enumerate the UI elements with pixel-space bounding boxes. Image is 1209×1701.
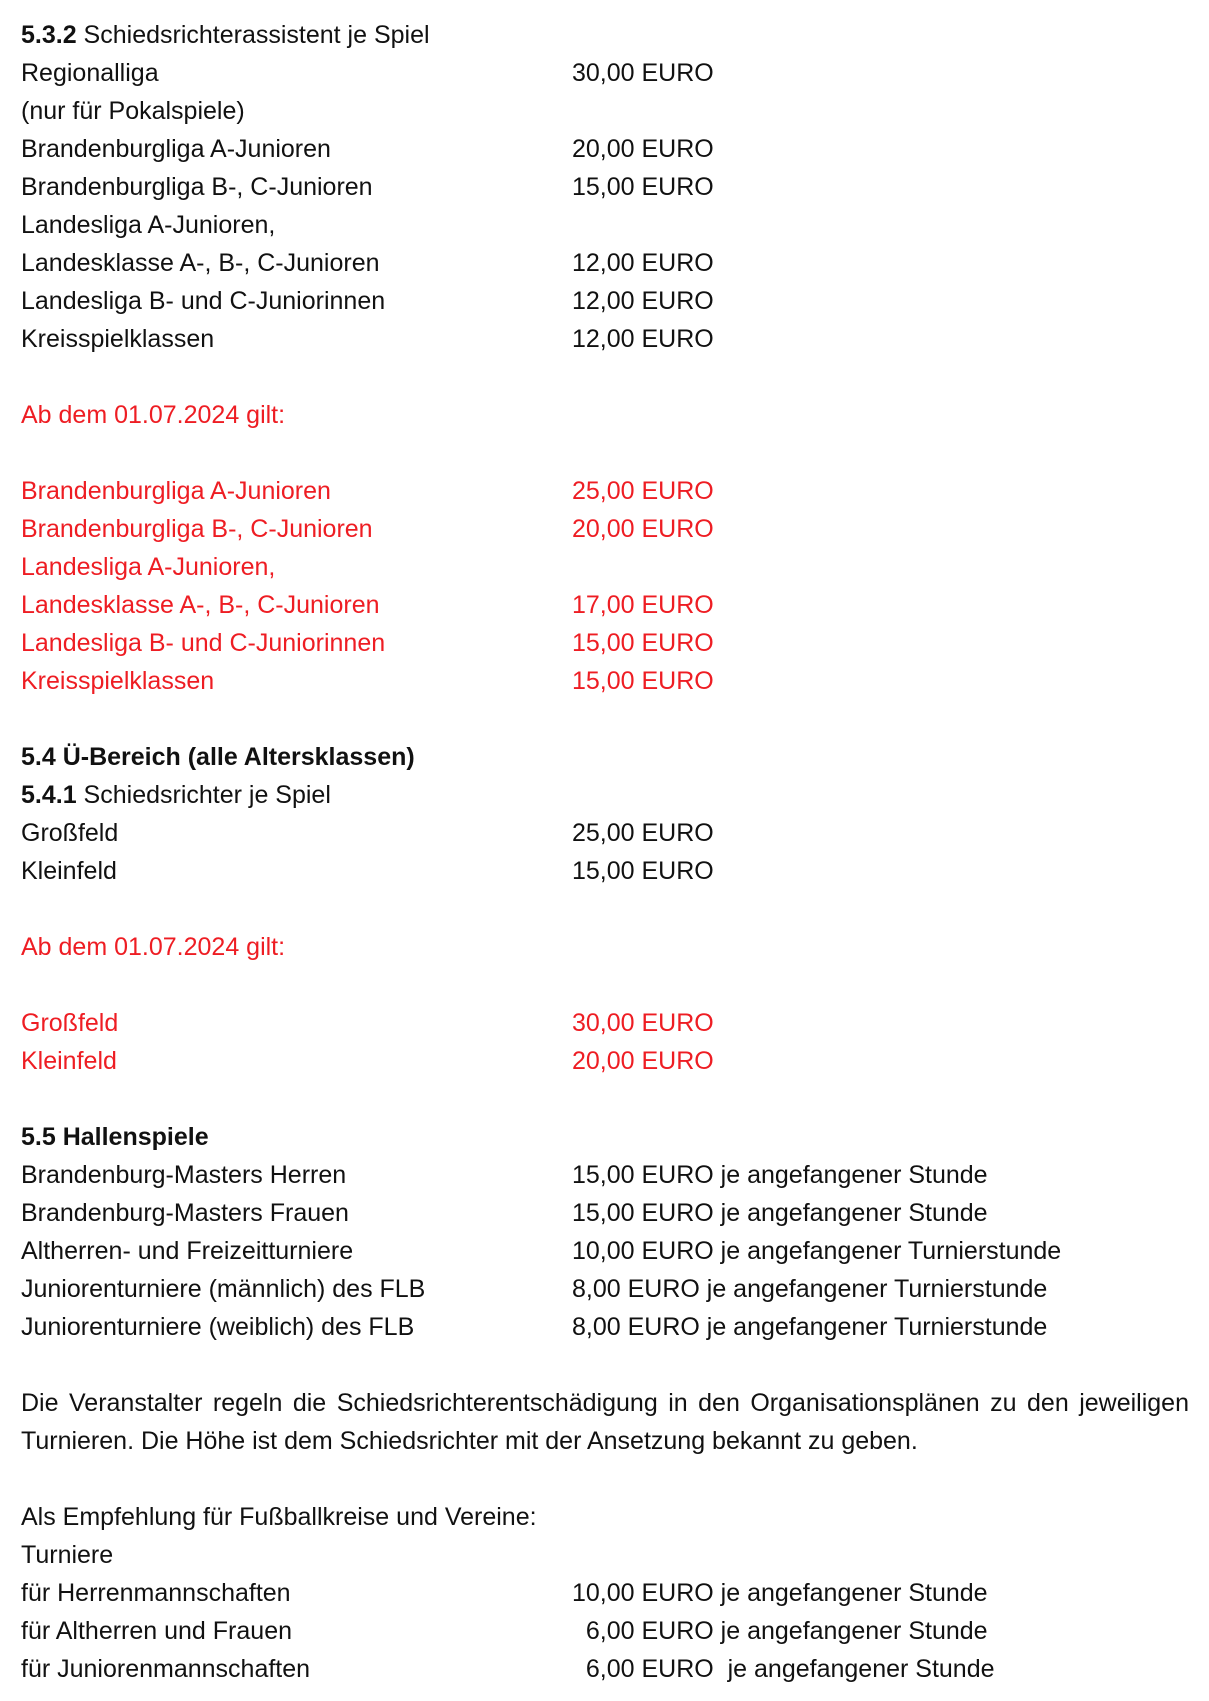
fee-value	[572, 548, 1191, 586]
spacer	[21, 1346, 1191, 1384]
fee-row	[21, 168, 1191, 206]
fee-value: 6,00 EURO je angefangener Stunde	[572, 1617, 988, 1645]
section-5-3-2-heading	[21, 16, 1191, 54]
fee-label: Juniorenturniere (männlich) des FLB	[21, 1275, 426, 1303]
fee-row	[21, 320, 1191, 358]
fee-row	[21, 92, 1191, 130]
fee-row	[21, 1194, 1191, 1232]
spacer	[21, 966, 1191, 1004]
spacer	[21, 434, 1191, 472]
fee-label: für Herrenmannschaften	[21, 1579, 291, 1607]
fee-row	[21, 54, 1191, 92]
fee-label: Brandenburgliga B-, C-Junioren	[21, 515, 373, 543]
fee-value: 20,00 EURO	[572, 515, 714, 543]
fee-label: Kreisspielklassen	[21, 667, 215, 695]
new-fee-row	[21, 472, 1191, 510]
spacer	[21, 700, 1191, 738]
fee-row	[21, 244, 1191, 282]
fee-value: 30,00 EURO	[572, 1009, 714, 1037]
fee-value: 15,00 EURO	[572, 857, 714, 885]
new-fee-row	[21, 548, 1191, 586]
new-fee-row	[21, 662, 1191, 700]
fee-value: 15,00 EURO	[572, 629, 714, 657]
fee-label: Brandenburgliga B-, C-Junioren	[21, 173, 373, 201]
fee-value: 15,00 EURO je angefangener Stunde	[572, 1161, 988, 1189]
fee-label: Brandenburgliga A-Junioren	[21, 135, 331, 163]
section-5-4-1-heading	[21, 776, 1191, 814]
fee-value	[572, 92, 1191, 130]
fee-label: Brandenburg-Masters Frauen	[21, 1199, 349, 1227]
document-page	[21, 16, 1191, 1688]
fee-label: (nur für Pokalspiele)	[21, 97, 245, 125]
fee-row	[21, 1156, 1191, 1194]
fee-label: Regionalliga	[21, 59, 159, 87]
new-fee-row	[21, 1042, 1191, 1080]
spacer	[21, 358, 1191, 396]
spacer	[21, 1460, 1191, 1498]
new-rates-heading: Ab dem 01.07.2024 gilt:	[21, 933, 286, 961]
fee-value: 20,00 EURO	[572, 1047, 714, 1075]
fee-row	[21, 1308, 1191, 1346]
new-fee-row	[21, 1004, 1191, 1042]
fee-value: 12,00 EURO	[572, 325, 714, 353]
fee-value: 12,00 EURO	[572, 249, 714, 277]
fee-row	[21, 1574, 1191, 1612]
section-5-5-heading: 5.5 Hallenspiele	[21, 1123, 209, 1151]
fee-value: 17,00 EURO	[572, 591, 714, 619]
fee-label: Landesklasse A-, B-, C-Junioren	[21, 591, 380, 619]
fee-label: Großfeld	[21, 819, 119, 847]
fee-value	[572, 206, 1191, 244]
fee-label: Brandenburg-Masters Herren	[21, 1161, 347, 1189]
recommendation-heading: Als Empfehlung für Fußballkreise und Vereine:	[21, 1503, 537, 1531]
fee-value: 25,00 EURO	[572, 477, 714, 505]
fee-label: Juniorenturniere (weiblich) des FLB	[21, 1313, 415, 1341]
fee-row	[21, 852, 1191, 890]
spacer	[21, 890, 1191, 928]
fee-row	[21, 130, 1191, 168]
turniere-label: Turniere	[21, 1541, 114, 1569]
organizer-paragraph: Die Veranstalter regeln die Schiedsrichterentschädigung in den Organisationsplänen zu den jeweiligen Turnieren. Die Höhe ist dem Schiedsrichter mit der Ansetzung bekannt zu geben.	[21, 1389, 1189, 1455]
fee-value: 15,00 EURO je angefangener Stunde	[572, 1199, 988, 1227]
new-fee-row	[21, 510, 1191, 548]
fee-label: Landesliga B- und C-Juniorinnen	[21, 629, 386, 657]
section-number: 5.3.2	[21, 21, 77, 49]
fee-label: Kleinfeld	[21, 1047, 117, 1075]
section-title: Schiedsrichterassistent je Spiel	[76, 21, 430, 49]
fee-value: 10,00 EURO je angefangener Stunde	[572, 1579, 988, 1607]
fee-row	[21, 282, 1191, 320]
section-title: Schiedsrichter je Spiel	[76, 781, 331, 809]
fee-row	[21, 206, 1191, 244]
fee-row	[21, 1232, 1191, 1270]
section-number: 5.4.1	[21, 781, 77, 809]
fee-label: für Juniorenmannschaften	[21, 1655, 311, 1683]
fee-row	[21, 1270, 1191, 1308]
new-rates-heading: Ab dem 01.07.2024 gilt:	[21, 401, 286, 429]
new-fee-row	[21, 586, 1191, 624]
fee-label: Landesliga A-Junioren,	[21, 211, 276, 239]
fee-label: Großfeld	[21, 1009, 119, 1037]
fee-label: Landesliga B- und C-Juniorinnen	[21, 287, 386, 315]
fee-label: Landesklasse A-, B-, C-Junioren	[21, 249, 380, 277]
fee-row	[21, 814, 1191, 852]
fee-label: Landesliga A-Junioren,	[21, 553, 276, 581]
spacer	[21, 1080, 1191, 1118]
fee-value: 12,00 EURO	[572, 287, 714, 315]
new-fee-row	[21, 624, 1191, 662]
fee-value: 8,00 EURO je angefangener Turnierstunde	[572, 1275, 1048, 1303]
fee-label: Kreisspielklassen	[21, 325, 215, 353]
fee-row	[21, 1612, 1191, 1650]
fee-label: Brandenburgliga A-Junioren	[21, 477, 331, 505]
fee-label: für Altherren und Frauen	[21, 1617, 292, 1645]
section-5-4-heading: 5.4 Ü-Bereich (alle Altersklassen)	[21, 743, 415, 771]
fee-value: 6,00 EURO je angefangener Stunde	[572, 1655, 995, 1683]
fee-value: 25,00 EURO	[572, 819, 714, 847]
fee-value: 15,00 EURO	[572, 667, 714, 695]
fee-value: 15,00 EURO	[572, 173, 714, 201]
fee-value: 8,00 EURO je angefangener Turnierstunde	[572, 1313, 1048, 1341]
fee-label: Altherren- und Freizeitturniere	[21, 1237, 354, 1265]
fee-value: 20,00 EURO	[572, 135, 714, 163]
fee-row	[21, 1650, 1191, 1688]
fee-value: 10,00 EURO je angefangener Turnierstunde	[572, 1237, 1062, 1265]
fee-label: Kleinfeld	[21, 857, 117, 885]
fee-value: 30,00 EURO	[572, 59, 714, 87]
